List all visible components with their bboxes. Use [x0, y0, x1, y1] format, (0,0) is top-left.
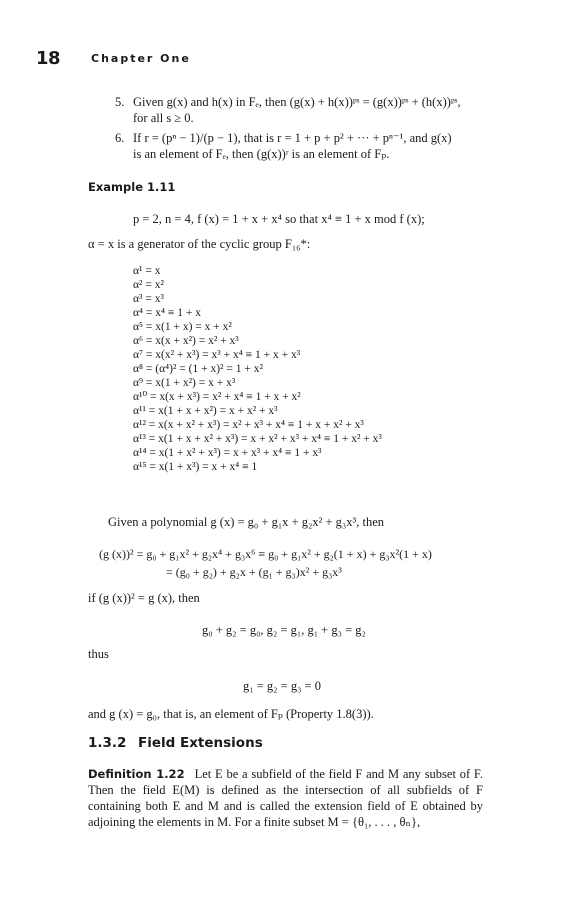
- item-5-number: 5.: [115, 95, 125, 109]
- definition-label: Definition 1.22: [88, 767, 185, 781]
- alpha-power-3: α³ = x³: [133, 293, 164, 305]
- thus-word: thus: [88, 647, 109, 661]
- alpha-power-2: α² = x²: [133, 279, 164, 291]
- alpha-power-8: α⁸ = (α⁴)² = (1 + x)² = 1 + x²: [133, 363, 263, 375]
- alpha-power-5: α⁵ = x(1 + x) = x + x²: [133, 321, 232, 333]
- condition-line: if (g (x))² = g (x), then: [88, 591, 200, 605]
- square-expansion-line1: (g (x))² = g₀ + g₁x² + g₂x⁴ + g₃x⁶ ≡ g₀ + g₁x² + g₂(1 + x) + g₃x²(1 + x): [99, 547, 432, 561]
- item-5-line1: Given g(x) and h(x) in Fₑ, then (g(x) + h(x))ᵖˢ = (g(x))ᵖˢ + (h(x))ᵖˢ,: [133, 95, 461, 109]
- alpha-power-4: α⁴ = x⁴ ≡ 1 + x: [133, 307, 202, 319]
- alpha-power-1: α¹ = x: [133, 265, 161, 277]
- square-expansion-line2: = (g₀ + g₂) + g₂x + (g₁ + g₃)x² + g₃x³: [166, 565, 342, 579]
- page-number: 18: [36, 48, 61, 69]
- example-conclusion: and g (x) = g₀, that is, an element of Fₚ (Property 1.8(3)).: [88, 707, 374, 721]
- item-6-number: 6.: [115, 131, 125, 145]
- example-heading: Example 1.11: [88, 180, 176, 194]
- alpha-power-7: α⁷ = x(x² + x³) = x³ + x⁴ ≡ 1 + x + x³: [133, 349, 301, 361]
- zero-coefficients: g₁ = g₂ = g₃ = 0: [243, 679, 321, 693]
- definition-text: Let E be a subfield of the field F and M any subset of F. Then the field E(M) is defined as the intersection of all subfields of F containing both E and M and is called the extension field of E obtained by adjoining the elements in M. For a finite subset M = {θ₁, . . . , θₙ},: [88, 767, 484, 829]
- example-generator: α = x is a generator of the cyclic group F₁₆*:: [88, 237, 311, 251]
- alpha-power-15: α¹⁵ = x(1 + x³) = x + x⁴ ≡ 1: [133, 461, 258, 473]
- alpha-power-12: α¹² = x(x + x² + x³) = x² + x³ + x⁴ ≡ 1 + x + x² + x³: [133, 419, 364, 431]
- item-5-line2: for all s ≥ 0.: [133, 111, 194, 125]
- alpha-power-10: α¹⁰ = x(x + x³) = x² + x⁴ ≡ 1 + x + x²: [133, 391, 301, 403]
- section-title: Field Extensions: [138, 735, 263, 751]
- chapter-title: Chapter One: [91, 52, 191, 65]
- alpha-power-6: α⁶ = x(x + x²) = x² + x³: [133, 335, 239, 347]
- item-6-line2: is an element of Fₑ, then (g(x))ʳ is an element of Fₚ.: [133, 147, 390, 161]
- definition-paragraph: [88, 766, 483, 830]
- polynomial-intro: Given a polynomial g (x) = g₀ + g₁x + g₂x² + g₃x³, then: [108, 515, 385, 529]
- alpha-power-14: α¹⁴ = x(1 + x² + x³) = x + x³ + x⁴ ≡ 1 + x³: [133, 447, 322, 459]
- alpha-power-9: α⁹ = x(1 + x²) = x + x³: [133, 377, 236, 389]
- section-number: 1.3.2: [88, 735, 127, 751]
- coefficient-equations: g₀ + g₂ = g₀, g₂ = g₁, g₁ + g₃ = g₂: [202, 623, 366, 637]
- alpha-power-11: α¹¹ = x(1 + x + x²) = x + x² + x³: [133, 405, 278, 417]
- alpha-power-13: α¹³ = x(1 + x + x² + x³) = x + x² + x³ + x⁴ ≡ 1 + x² + x³: [133, 433, 382, 445]
- item-6-line1: If r = (pⁿ − 1)/(p − 1), that is r = 1 + p + p² + ··· + pⁿ⁻¹, and g(x): [133, 131, 452, 145]
- example-setup: p = 2, n = 4, f (x) = 1 + x + x⁴ so that x⁴ ≡ 1 + x mod f (x);: [133, 212, 425, 226]
